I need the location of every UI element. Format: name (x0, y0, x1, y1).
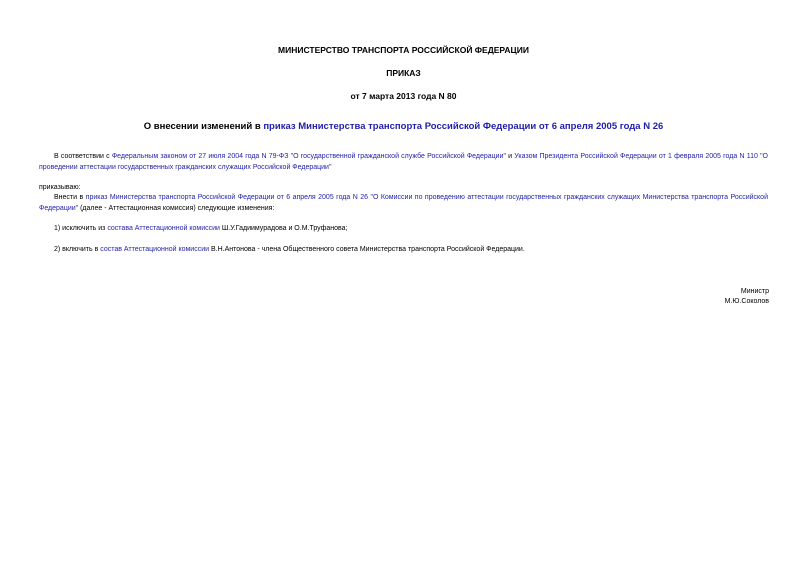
federal-law-link[interactable]: Федеральным законом от 27 июля 2004 года N 79-ФЗ "О государственной гражданской службе Российской Федерации" (111, 153, 506, 160)
amended-order-link[interactable]: приказ Министерства транспорта Российской Федерации от 6 апреля 2005 года N 26 "О Комиссии по проведению аттестации государственных гражданских служащих Министерства транспорта Российской Федерации" (39, 194, 768, 212)
document-subject (0, 121, 807, 132)
p3-text-1: Внести в (54, 194, 86, 201)
paragraph-order-word: приказываю: (39, 184, 81, 191)
p4-text-2: Ш.У.Гадиимурадова и О.М.Труфанова; (219, 225, 348, 232)
p5-text-1: 2) включить в (54, 246, 101, 253)
paragraph-basis (39, 151, 768, 173)
p1-text-1: В соответствии с (54, 153, 112, 160)
document-date-number: от 7 марта 2013 года N 80 (350, 91, 457, 101)
subject-order-link[interactable]: приказ Министерства транспорта Российской Федерации от 6 апреля 2005 года N 26 (263, 121, 664, 132)
commission-composition-link-1[interactable]: состава Аттестационной комиссии (107, 225, 220, 232)
p4-text-1: 1) исключить из (54, 225, 108, 232)
signature-name: М.Ю.Соколов (724, 298, 769, 305)
presidential-decree-link[interactable]: Указом Президента Российской Федерации от 1 февраля 2005 года N 110 "О проведении аттестации государственных гражданских служащих Российской Федерации" (39, 153, 768, 171)
paragraph-amend (39, 192, 768, 214)
p5-text-2: В.Н.Антонова - члена Общественного совета Министерства транспорта Российской Федерации. (209, 246, 525, 253)
document-type: ПРИКАЗ (386, 68, 421, 78)
subject-prefix: О внесении изменений в (143, 121, 264, 132)
ministry-title: МИНИСТЕРСТВО ТРАНСПОРТА РОССИЙСКОЙ ФЕДЕРАЦИИ (278, 45, 529, 55)
commission-composition-link-2[interactable]: состав Аттестационной комиссии (100, 246, 210, 253)
p1-text-2: и (505, 153, 515, 160)
paragraph-exclude (39, 223, 768, 234)
signature-position: Министр (740, 288, 769, 295)
paragraph-include (39, 244, 768, 255)
p3-text-2: (далее - Аттестационная комиссия) следующие изменения: (78, 205, 275, 212)
